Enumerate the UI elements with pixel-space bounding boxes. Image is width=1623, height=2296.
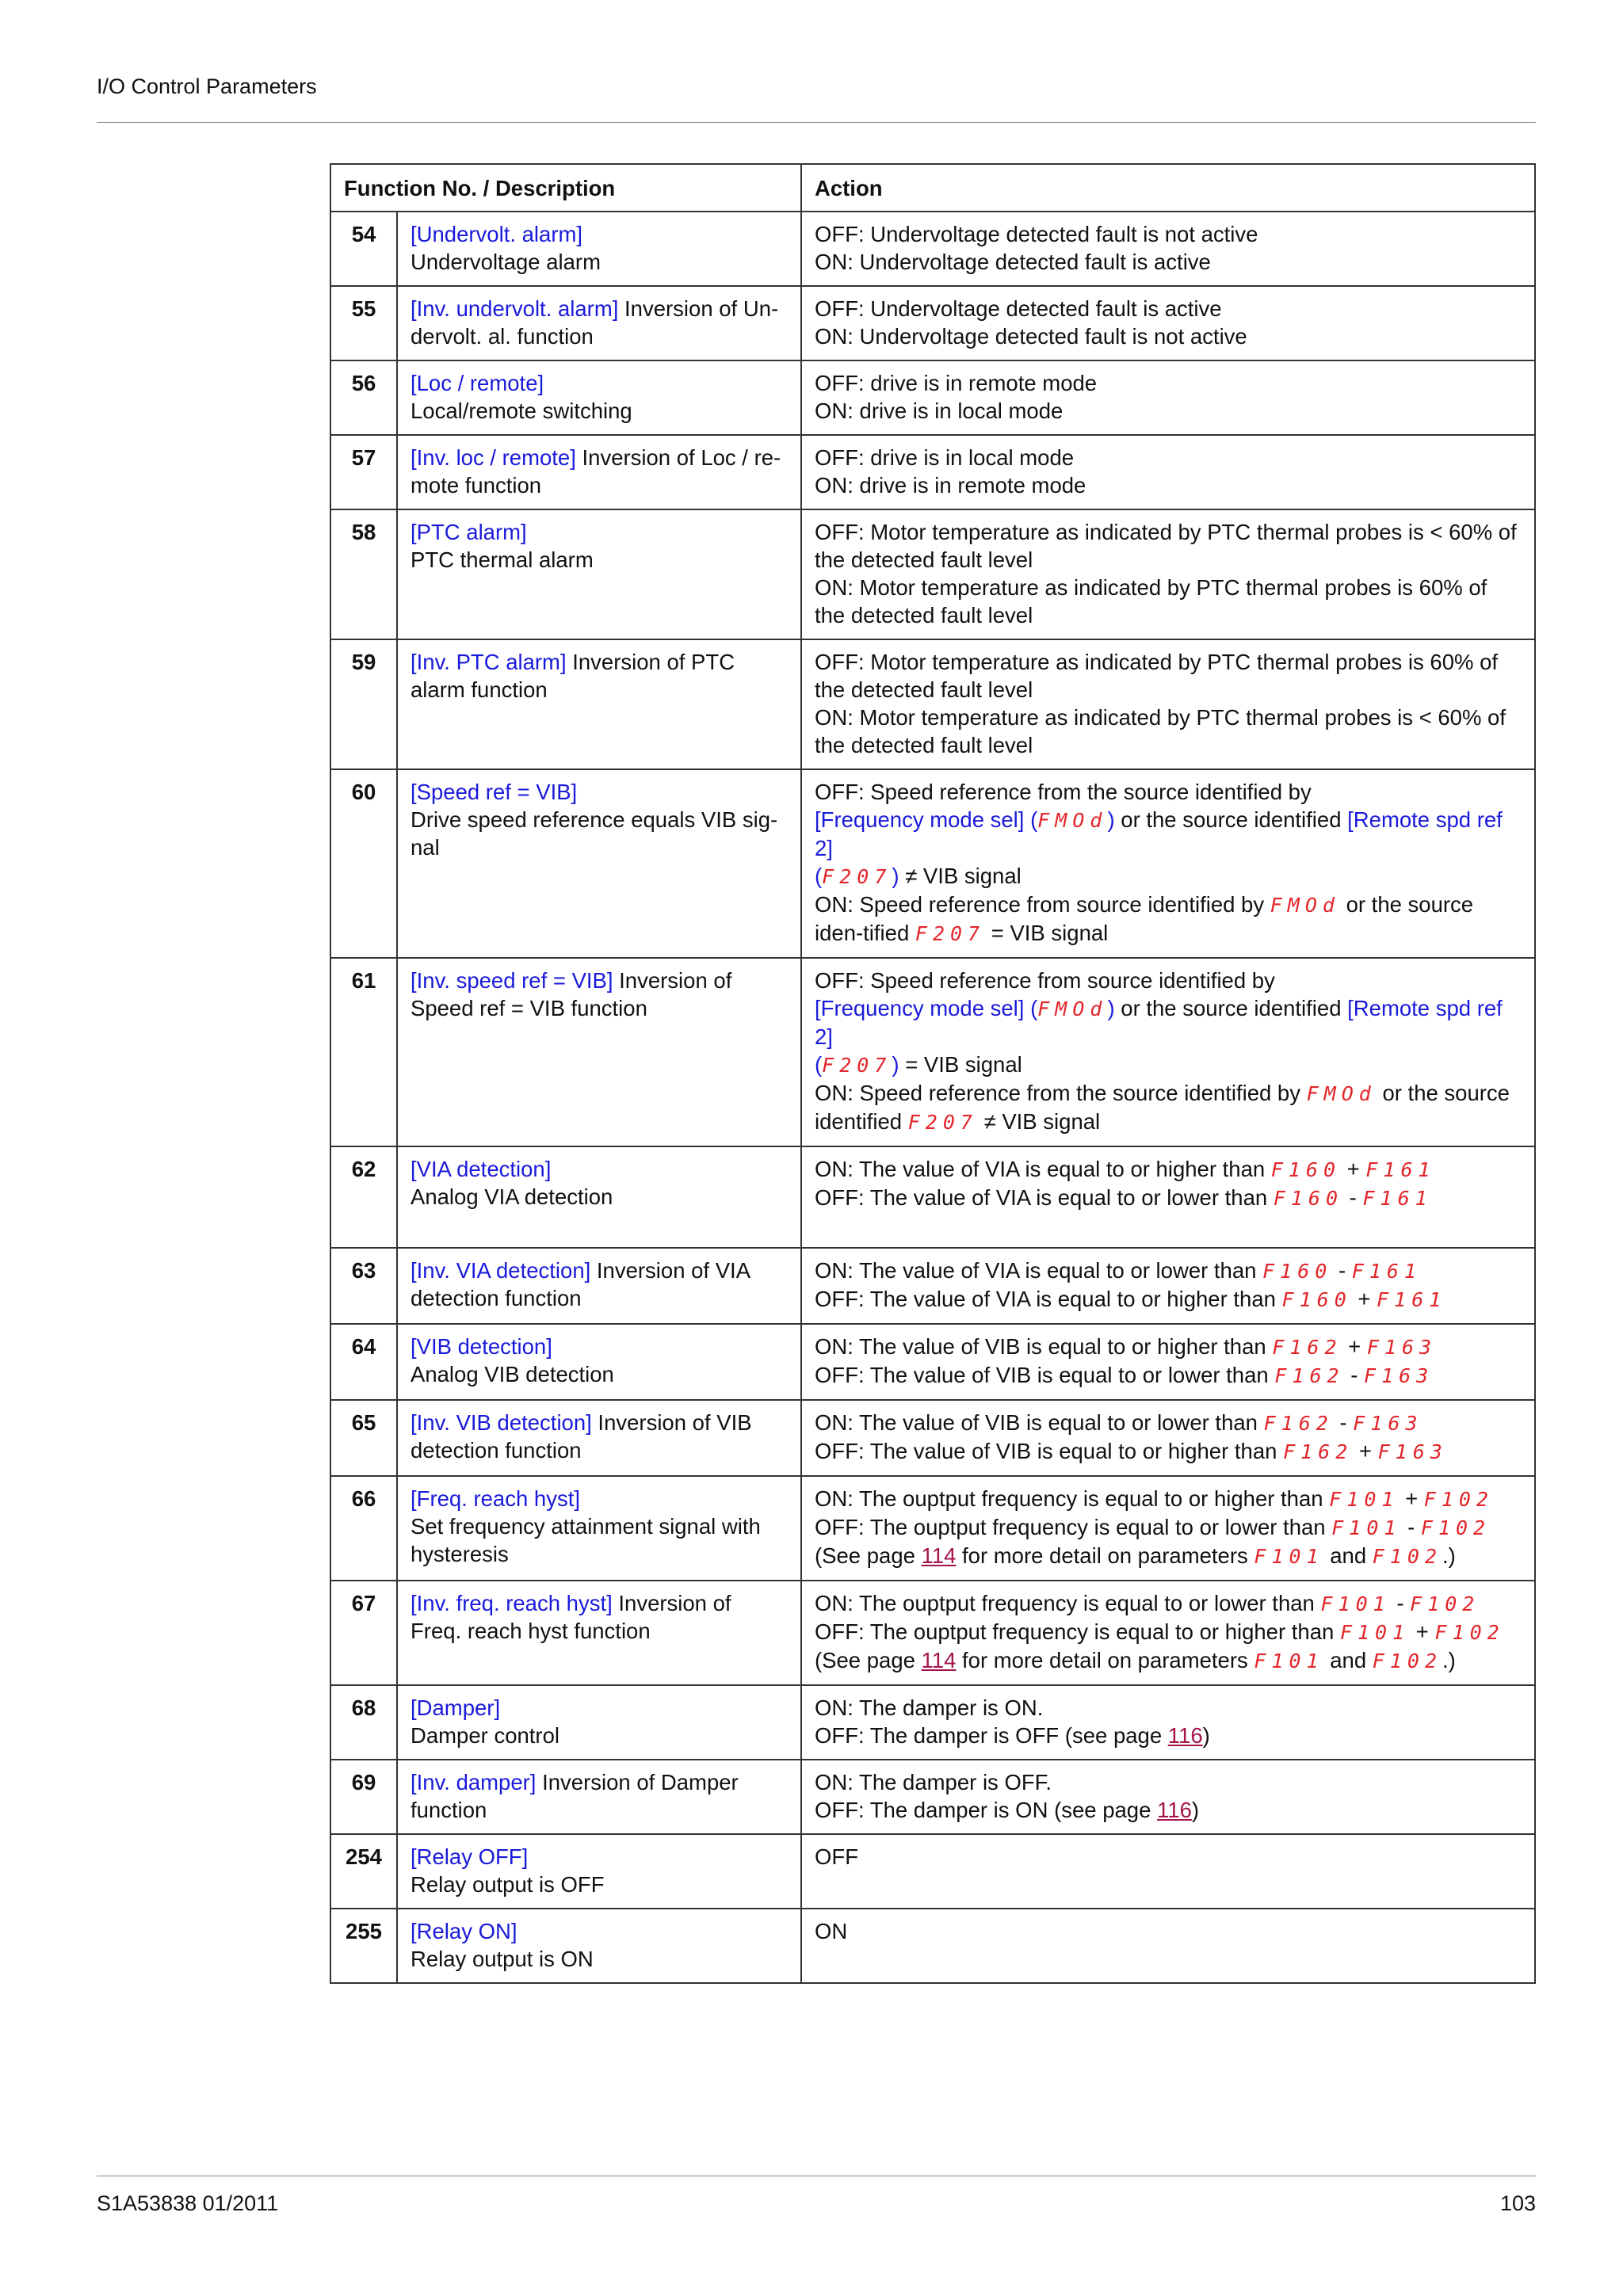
action-cell (801, 1400, 1535, 1476)
param-code: F102 (1434, 1621, 1505, 1644)
action-cell (801, 1248, 1535, 1324)
function-number: 69 (330, 1760, 397, 1834)
param-code: F160 (1270, 1158, 1342, 1181)
action-line: ON: Speed reference from source identified by FMOd or the source iden-tified F207 = VIB signal (815, 892, 1474, 945)
table-row (330, 509, 1535, 639)
function-description (397, 1760, 801, 1834)
param-code: F102 (1410, 1592, 1480, 1615)
param-code: F207 (822, 865, 892, 888)
parameter-link[interactable]: [Freq. reach hyst] (411, 1486, 580, 1511)
action-line: ON: Speed reference from the source identified by FMOd or the source identified F207 ≠ VIB signal (815, 1081, 1510, 1134)
action-line: ON: drive is in local mode (815, 399, 1064, 423)
table-header-row (330, 164, 1535, 212)
action-line: ON: The ouptput frequency is equal to or higher than F101 + F102 (815, 1486, 1494, 1511)
param-code: F102 (1423, 1488, 1494, 1511)
action-line: OFF: Motor temperature as indicated by PTC thermal probes is 60% of the detected fault level (815, 650, 1499, 702)
function-description (397, 1324, 801, 1400)
action-line: [Frequency mode sel] (FMOd) or the source identified [Remote spd ref 2] (815, 996, 1503, 1049)
description-text: Undervoltage alarm (411, 250, 601, 274)
param-code: F101 (1254, 1545, 1324, 1568)
table-row (330, 435, 1535, 509)
action-line: ON: The damper is ON. (815, 1695, 1044, 1720)
param-code: F101 (1320, 1592, 1391, 1615)
frequency-mode-link[interactable]: [Frequency mode sel] (815, 996, 1025, 1020)
function-number: 65 (330, 1400, 397, 1476)
page-link[interactable]: 116 (1167, 1723, 1203, 1748)
param-code: F162 (1272, 1336, 1342, 1359)
action-line: OFF: The value of VIB is equal to or lower than F162 - F163 (815, 1363, 1434, 1387)
param-code: F161 (1365, 1158, 1436, 1181)
action-line: ON: The ouptput frequency is equal to or lower than F101 - F102 (815, 1591, 1480, 1615)
function-description (397, 286, 801, 360)
table-row (330, 1760, 1535, 1834)
action-line: (See page 114 for more detail on parameters F101 and F102.) (815, 1543, 1456, 1568)
parameter-link[interactable]: [Relay OFF] (411, 1844, 529, 1869)
function-number: 62 (330, 1146, 397, 1248)
action-line: ON (815, 1919, 848, 1943)
param-code: F102 (1372, 1650, 1443, 1672)
action-line: ON: The value of VIA is equal to or higher than F160 + F161 (815, 1157, 1436, 1181)
header-rule (97, 122, 1536, 123)
function-description (397, 769, 801, 958)
action-line: OFF: The value of VIB is equal to or higher than F162 + F163 (815, 1439, 1448, 1463)
table-row (330, 1248, 1535, 1324)
parameter-link[interactable]: [Inv. VIA detection] (411, 1258, 591, 1283)
param-code: F163 (1364, 1364, 1434, 1387)
function-number: 60 (330, 769, 397, 958)
description-text: Inversion of Un-dervolt. al. function (411, 296, 779, 349)
action-line: OFF: Speed reference from the source identified by (815, 780, 1312, 804)
param-code: FMOd (1306, 1082, 1377, 1105)
param-code: F160 (1262, 1260, 1333, 1283)
action-line: ON: Undervoltage detected fault is active (815, 250, 1211, 274)
action-cell (801, 1146, 1535, 1248)
description-text: Set frequency attainment signal with hysteresis (411, 1514, 761, 1566)
param-code: F161 (1351, 1260, 1422, 1283)
action-cell (801, 769, 1535, 958)
action-line: OFF: The value of VIA is equal to or lower than F160 - F161 (815, 1185, 1433, 1210)
action-line: OFF: drive is in local mode (815, 445, 1075, 470)
action-line: ON: The damper is OFF. (815, 1770, 1052, 1794)
param-code: F101 (1331, 1516, 1402, 1539)
description-text: Relay output is ON (411, 1947, 594, 1971)
function-number: 54 (330, 212, 397, 286)
action-cell (801, 1581, 1535, 1685)
param-code: F160 (1273, 1187, 1344, 1210)
parameter-link[interactable]: [Relay ON] (411, 1919, 517, 1943)
action-cell (801, 360, 1535, 435)
function-description (397, 212, 801, 286)
action-line: ON: The value of VIB is equal to or higher than F162 + F163 (815, 1334, 1438, 1359)
page-link[interactable]: 114 (921, 1648, 957, 1672)
description-text: Inversion of Damper function (411, 1770, 739, 1822)
action-line: OFF: drive is in remote mode (815, 371, 1098, 395)
parameter-link[interactable]: [PTC alarm] (411, 520, 527, 544)
function-number: 254 (330, 1834, 397, 1909)
param-code: F163 (1377, 1440, 1448, 1463)
param-code: F207 (822, 1054, 892, 1077)
action-line: ON: Motor temperature as indicated by PTC thermal probes is < 60% of the detected fault level (815, 705, 1506, 757)
column-header-action: Action (801, 164, 1535, 212)
document-reference: S1A53838 01/2011 (97, 2191, 279, 2215)
param-code: F101 (1339, 1621, 1411, 1644)
function-number: 255 (330, 1909, 397, 1983)
remote-spd-link[interactable]: [Remote spd ref 2] (815, 996, 1503, 1049)
action-line: ON: Undervoltage detected fault is not active (815, 324, 1247, 349)
action-line: OFF (815, 1844, 858, 1869)
action-line: OFF: The ouptput frequency is equal to or lower than F101 - F102 (815, 1515, 1491, 1539)
parameter-link[interactable]: [Inv. PTC alarm] (411, 650, 567, 674)
function-number: 63 (330, 1248, 397, 1324)
description-text: Inversion of Speed ref = VIB function (411, 968, 732, 1020)
function-description (397, 1248, 801, 1324)
param-code: F161 (1362, 1187, 1433, 1210)
description-text: Inversion of Freq. reach hyst function (411, 1591, 731, 1643)
action-line: OFF: The value of VIA is equal to or higher than F160 + F161 (815, 1287, 1447, 1311)
action-cell (801, 958, 1535, 1146)
table-row (330, 1400, 1535, 1476)
function-number: 59 (330, 639, 397, 769)
action-line: (See page 114 for more detail on parameters F101 and F102.) (815, 1648, 1456, 1672)
description-text: Inversion of VIA detection function (411, 1258, 750, 1310)
action-line: [Frequency mode sel] (FMOd) or the source identified [Remote spd ref 2] (815, 807, 1503, 860)
parameter-link[interactable]: [Inv. speed ref = VIB] (411, 968, 613, 993)
description-text: PTC thermal alarm (411, 547, 594, 572)
action-line: (F207) ≠ VIB signal (815, 864, 1022, 888)
table-row (330, 360, 1535, 435)
description-text: Inversion of VIB detection function (411, 1410, 752, 1463)
io-function-table (330, 163, 1536, 1984)
function-number: 68 (330, 1685, 397, 1760)
table-row (330, 1581, 1535, 1685)
action-line: ON: drive is in remote mode (815, 473, 1086, 498)
parameter-link[interactable]: [Inv. freq. reach hyst] (411, 1591, 613, 1615)
action-cell (801, 1685, 1535, 1760)
page-link[interactable]: 114 (921, 1543, 957, 1568)
function-description (397, 509, 801, 639)
table-row (330, 958, 1535, 1146)
function-number: 55 (330, 286, 397, 360)
frequency-mode-link[interactable]: [Frequency mode sel] (815, 807, 1025, 832)
action-cell (801, 639, 1535, 769)
table-row (330, 1685, 1535, 1760)
action-cell (801, 286, 1535, 360)
function-description (397, 1909, 801, 1983)
function-description (397, 639, 801, 769)
action-line: (F207) = VIB signal (815, 1052, 1022, 1077)
description-text: Inversion of PTC alarm function (411, 650, 735, 702)
action-cell (801, 212, 1535, 286)
parameter-link[interactable]: [Inv. loc / remote] (411, 445, 576, 470)
action-line: ON: Motor temperature as indicated by PTC thermal probes is 60% of the detected fault level (815, 575, 1487, 627)
param-code: F102 (1372, 1545, 1443, 1568)
param-code: F163 (1353, 1412, 1423, 1435)
function-description (397, 1581, 801, 1685)
action-line: OFF: The damper is OFF (see page 116) (815, 1723, 1210, 1748)
param-code: F207 (915, 922, 986, 945)
function-description (397, 1146, 801, 1248)
param-code: F160 (1281, 1288, 1352, 1311)
table-row (330, 1146, 1535, 1248)
parameter-link[interactable]: [Speed ref = VIB] (411, 780, 578, 804)
description-text: Drive speed reference equals VIB sig-nal (411, 807, 778, 860)
function-description (397, 1476, 801, 1581)
action-line: OFF: Speed reference from source identified by (815, 968, 1275, 993)
action-cell (801, 1324, 1535, 1400)
param-code: F162 (1283, 1440, 1354, 1463)
description-text: Analog VIB detection (411, 1362, 614, 1386)
action-cell (801, 509, 1535, 639)
action-line: OFF: The damper is ON (see page 116) (815, 1798, 1200, 1822)
table-row (330, 639, 1535, 769)
function-number: 57 (330, 435, 397, 509)
description-text: Inversion of Loc / re-mote function (411, 445, 781, 498)
description-text: Damper control (411, 1723, 559, 1748)
function-description (397, 1400, 801, 1476)
param-code: F163 (1366, 1336, 1438, 1359)
param-code: F101 (1329, 1488, 1400, 1511)
parameter-link[interactable]: [VIB detection] (411, 1334, 552, 1359)
column-header-function: Function No. / Description (330, 164, 801, 212)
param-code: FMOd (1270, 894, 1340, 917)
parameter-link[interactable]: [Undervolt. alarm] (411, 222, 583, 246)
function-number: 58 (330, 509, 397, 639)
param-code: F102 (1420, 1516, 1491, 1539)
page-number: 103 (1499, 2191, 1536, 2215)
page-link[interactable]: 116 (1157, 1798, 1192, 1822)
action-line: OFF: Undervoltage detected fault is active (815, 296, 1222, 321)
parameter-link[interactable]: [VIA detection] (411, 1157, 552, 1181)
parameter-link[interactable]: [Inv. damper] (411, 1770, 537, 1794)
action-line: OFF: Motor temperature as indicated by PTC thermal probes is < 60% of the detected fault level (815, 520, 1517, 572)
table-row (330, 1324, 1535, 1400)
function-number: 67 (330, 1581, 397, 1685)
param-code: F207 (907, 1111, 978, 1134)
function-description (397, 958, 801, 1146)
param-code: F101 (1254, 1650, 1324, 1672)
action-cell (801, 1476, 1535, 1581)
function-number: 66 (330, 1476, 397, 1581)
description-text: Analog VIA detection (411, 1184, 613, 1209)
table-row (330, 1909, 1535, 1983)
action-cell (801, 1834, 1535, 1909)
function-description (397, 1834, 801, 1909)
description-text: Relay output is OFF (411, 1872, 605, 1897)
action-cell (801, 435, 1535, 509)
action-line: ON: The value of VIB is equal to or lower than F162 - F163 (815, 1410, 1423, 1435)
action-line: ON: The value of VIA is equal to or lower than F160 - F161 (815, 1258, 1422, 1283)
parameter-link[interactable]: [Loc / remote] (411, 371, 544, 395)
table-row (330, 1834, 1535, 1909)
param-code: F161 (1377, 1288, 1447, 1311)
parameter-link[interactable]: [Inv. undervolt. alarm] (411, 296, 619, 321)
function-number: 64 (330, 1324, 397, 1400)
page-header-title: I/O Control Parameters (97, 74, 317, 98)
param-code: F162 (1274, 1364, 1345, 1387)
function-number: 61 (330, 958, 397, 1146)
function-description (397, 1685, 801, 1760)
remote-spd-link[interactable]: [Remote spd ref 2] (815, 807, 1503, 860)
table-row (330, 1476, 1535, 1581)
action-cell (801, 1909, 1535, 1983)
parameter-link[interactable]: [Inv. VIB detection] (411, 1410, 592, 1435)
parameter-link[interactable]: [Damper] (411, 1695, 501, 1720)
table-row (330, 769, 1535, 958)
table-row (330, 212, 1535, 286)
function-description (397, 435, 801, 509)
param-code: FMOd (1037, 997, 1108, 1020)
param-code: FMOd (1037, 809, 1108, 832)
action-cell (801, 1760, 1535, 1834)
action-line: OFF: Undervoltage detected fault is not active (815, 222, 1258, 246)
function-number: 56 (330, 360, 397, 435)
function-description (397, 360, 801, 435)
action-line: OFF: The ouptput frequency is equal to or higher than F101 + F102 (815, 1619, 1505, 1644)
param-code: F162 (1263, 1412, 1334, 1435)
description-text: Local/remote switching (411, 399, 632, 423)
table-row (330, 286, 1535, 360)
